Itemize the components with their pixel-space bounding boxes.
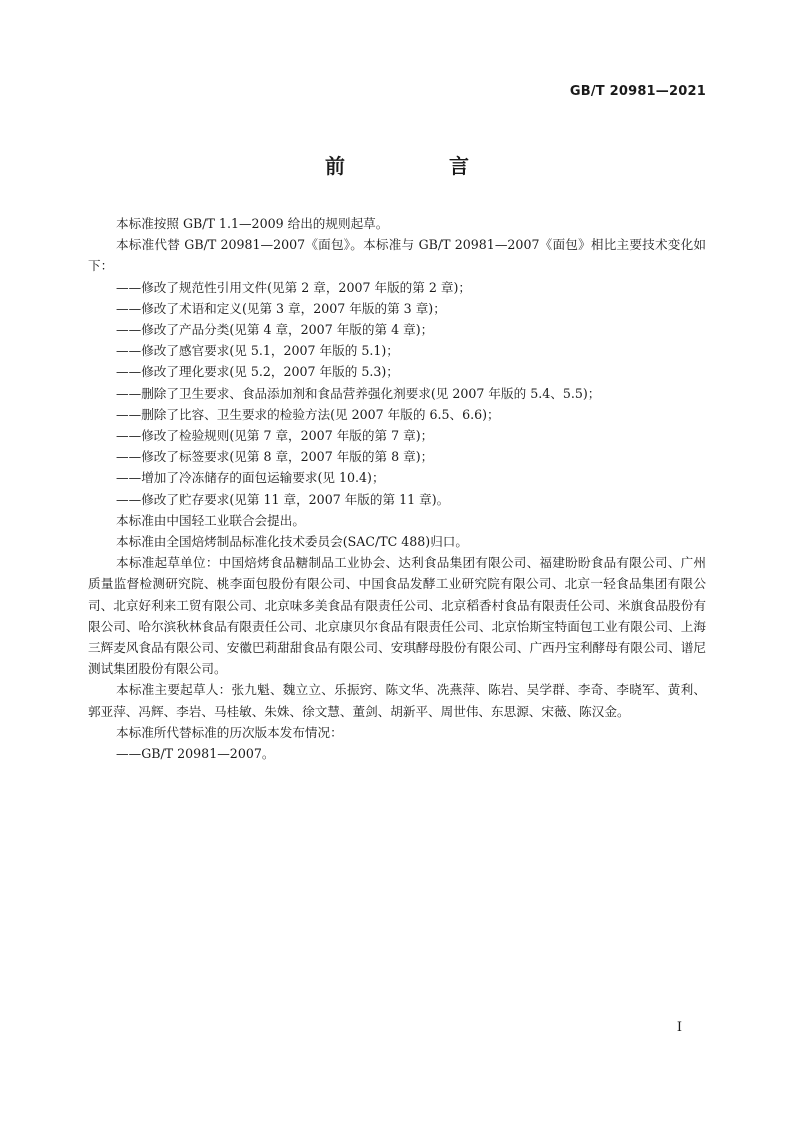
standard-code: GB/T 20981—2021 <box>569 84 706 99</box>
paragraph-drafting-rules: 本标准按照 GB/T 1.1—2009 给出的规则起草。 <box>116 216 389 231</box>
foreword-body <box>88 213 706 764</box>
change-item: ——增加了冷冻储存的面包运输要求(见 10.4)； <box>116 470 385 486</box>
change-item: ——删除了比容、卫生要求的检验方法(见 2007 年版的 6.5、6.6)； <box>116 406 500 422</box>
change-item: ——修改了检验规则(见第 7 章，2007 年版的第 7 章)； <box>116 428 434 444</box>
change-item: ——修改了产品分类(见第 4 章，2007 年版的第 4 章)； <box>116 322 434 338</box>
change-item: ——修改了贮存要求(见第 11 章，2007 年版的第 11 章)。 <box>116 491 450 507</box>
change-item: ——修改了理化要求(见 5.2，2007 年版的 5.3)； <box>116 364 399 380</box>
paragraph-drafters: 本标准主要起草人：张九魁、魏立立、乐振窍、陈文华、冼燕萍、陈岩、吴学群、李奇、李晓军、黄利、郭亚萍、冯辉、李岩、马桂敏、朱姝、徐文慧、董剑、胡新平、周世伟、东思源、宋薇、陈汉金。 <box>88 682 706 719</box>
version-item: ——GB/T 20981—2007。 <box>116 746 275 762</box>
change-item: ——修改了规范性引用文件(见第 2 章，2007 年版的第 2 章)； <box>116 279 471 295</box>
paragraph-version-history: 本标准所代替标准的历次版本发布情况： <box>116 724 343 740</box>
change-item: ——删除了卫生要求、食品添加剂和食品营养强化剂要求(见 2007 年版的 5.4、5.5)； <box>116 385 601 401</box>
change-item: ——修改了感官要求(见 5.1，2007 年版的 5.1)； <box>116 343 399 359</box>
change-item: ——修改了标签要求(见第 8 章，2007 年版的第 8 章)； <box>116 449 434 465</box>
page-number: I <box>676 1020 682 1035</box>
paragraph-committee: 本标准由全国焙烤制品标准化技术委员会(SAC/TC 488)归口。 <box>116 534 468 550</box>
paragraph-proposer: 本标准由中国轻工业联合会提出。 <box>116 512 305 528</box>
paragraph-drafting-units: 本标准起草单位：中国焙烤食品糖制品工业协会、达利食品集团有限公司、福建盼盼食品有限公司、广州质量监督检测研究院、桃李面包股份有限公司、中国食品发酵工业研究院有限公司、北京一轻食品集团有限公司、北京好利来工贸有限公司、北京味多美食品有限责任公司、北京稻香村食品有限责任公司、米旗食品股份有限公司、哈尔滨秋林食品有限责任公司、北京康贝尔食品有限责任公司、北京怡斯宝特面包工业有限公司、上海三辉麦风食品有限公司、安徽巴莉甜甜食品有限公司、安琪酵母股份有限公司、广西丹宝利酵母有限公司、谱尼测试集团股份有限公司。 <box>88 555 706 677</box>
paragraph-replacement: 本标准代替 GB/T 20981—2007《面包》。本标准与 GB/T 20981—2007《面包》相比主要技术变化如下： <box>88 237 706 274</box>
change-item: ——修改了术语和定义(见第 3 章，2007 年版的第 3 章)； <box>116 300 446 316</box>
page-title: 前 言 <box>325 154 511 178</box>
